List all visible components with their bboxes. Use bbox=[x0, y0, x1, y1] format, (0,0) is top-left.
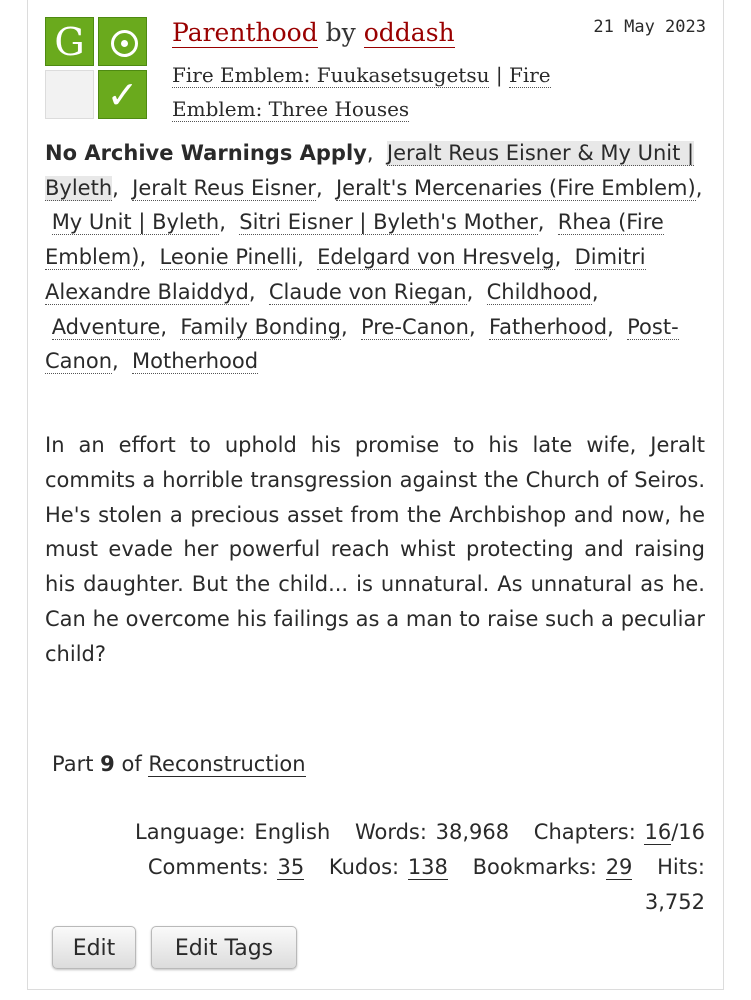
work-summary: In an effort to uphold his promise to his late wife, Jeralt commits a horrible transgression against the Church of Seiros. He's stolen a precious asset from the Archbishop and now, he must evade her powerful reach whist protecting and raising his daughter. But the child... is unnatural. As unnatural as he. Can he overcome his failings as a man to raise such a peculiar child? bbox=[45, 433, 705, 666]
chapters-total: /16 bbox=[671, 820, 705, 844]
chapters-current-link[interactable]: 16 bbox=[644, 820, 672, 844]
circle-dot-icon bbox=[111, 30, 138, 57]
character-tag[interactable]: Claude von Riegan bbox=[268, 279, 467, 304]
language-label: Language: bbox=[135, 820, 246, 844]
fandom-link[interactable]: Fire Emblem: Fuukasetsugetsu bbox=[172, 63, 490, 87]
kudos-label: Kudos: bbox=[328, 854, 400, 879]
freeform-tag[interactable]: Adventure bbox=[51, 314, 161, 339]
kudos-link[interactable]: 138 bbox=[407, 854, 448, 879]
freeform-tag[interactable]: Post-Canon bbox=[45, 314, 679, 374]
words-label: Words: bbox=[354, 820, 427, 844]
edit-tags-button[interactable]: Edit Tags bbox=[151, 926, 297, 969]
chapters-label: Chapters: bbox=[533, 820, 636, 844]
words-value: 38,968 bbox=[435, 820, 510, 844]
fandom-link[interactable]: Fire Emblem: Three Houses bbox=[172, 63, 551, 121]
work-heading bbox=[172, 14, 572, 52]
character-tag[interactable]: Edelgard von Hresvelg bbox=[317, 245, 555, 270]
relationship-tag[interactable]: Jeralt Reus Eisner & My Unit | Byleth bbox=[45, 141, 695, 200]
character-tag[interactable]: Jeralt's Mercenaries (Fire Emblem) bbox=[335, 175, 696, 200]
fandom-list: Fire Emblem: Fuukasetsugetsu | Fire Emblem: Three Houses bbox=[172, 63, 551, 121]
bookmarks-link[interactable]: 29 bbox=[605, 854, 633, 879]
freeform-tag[interactable]: Pre-Canon bbox=[361, 314, 469, 339]
freeform-tag[interactable]: Childhood bbox=[486, 279, 592, 304]
rating-general-icon[interactable] bbox=[45, 17, 94, 66]
publish-date: 21 May 2023 bbox=[593, 17, 706, 37]
required-tags[interactable] bbox=[45, 17, 149, 121]
freeform-tag[interactable]: Fatherhood bbox=[489, 314, 608, 339]
work-title-link[interactable]: Parenthood bbox=[172, 18, 318, 47]
complete-check-icon[interactable] bbox=[98, 70, 147, 119]
of-label: of bbox=[121, 752, 142, 776]
part-label: Part bbox=[52, 752, 94, 776]
character-tag[interactable]: Leonie Pinelli bbox=[159, 245, 298, 270]
hits-value: 3,752 bbox=[644, 889, 705, 914]
work-stats bbox=[80, 815, 705, 919]
freeform-tag[interactable]: Motherhood bbox=[132, 349, 259, 374]
rating-letter: G bbox=[54, 20, 85, 64]
language-value: English bbox=[254, 820, 331, 844]
comments-label: Comments: bbox=[147, 854, 269, 879]
freeform-tag[interactable]: Family Bonding bbox=[180, 314, 341, 339]
by-label: by bbox=[325, 18, 356, 47]
author-link[interactable]: oddash bbox=[363, 18, 455, 47]
warning-blank-icon[interactable] bbox=[45, 70, 94, 119]
character-tag[interactable]: Jeralt Reus Eisner bbox=[132, 175, 316, 200]
series-info bbox=[52, 746, 306, 782]
tag-list: No Archive Warnings Apply, Jeralt Reus Eisner & My Unit | Byleth, Jeralt Reus Eisner, Jeralt's Mercenaries (Fire Emblem), My Unit | Byleth, Sitri Eisner | Byleth's Mother, Rhea (Fire Emblem), Leonie Pinelli, Edelgard von Hresvelg, Dimitri Alexandre Blaiddyd, Claude von Riegan, Childhood, Adventure, Family Bonding, Pre-Canon, Fatherhood, Post-Canon, Motherhood bbox=[45, 141, 703, 374]
bookmarks-label: Bookmarks: bbox=[472, 854, 597, 879]
character-tag[interactable]: Rhea (Fire Emblem) bbox=[45, 210, 664, 270]
character-tag[interactable]: Dimitri Alexandre Blaiddyd bbox=[45, 245, 646, 304]
part-number: 9 bbox=[100, 752, 115, 776]
edit-button[interactable]: Edit bbox=[52, 926, 136, 969]
character-tag[interactable]: Sitri Eisner | Byleth's Mother bbox=[239, 210, 538, 235]
warning-tag[interactable]: No Archive Warnings Apply bbox=[45, 141, 367, 165]
hits-label: Hits: bbox=[657, 854, 705, 879]
character-tag[interactable]: My Unit | Byleth bbox=[51, 210, 220, 235]
checkmark-glyph: ✓ bbox=[106, 73, 139, 117]
comments-link[interactable]: 35 bbox=[277, 854, 305, 879]
series-link[interactable]: Reconstruction bbox=[148, 752, 306, 776]
category-gen-icon[interactable] bbox=[98, 17, 147, 66]
